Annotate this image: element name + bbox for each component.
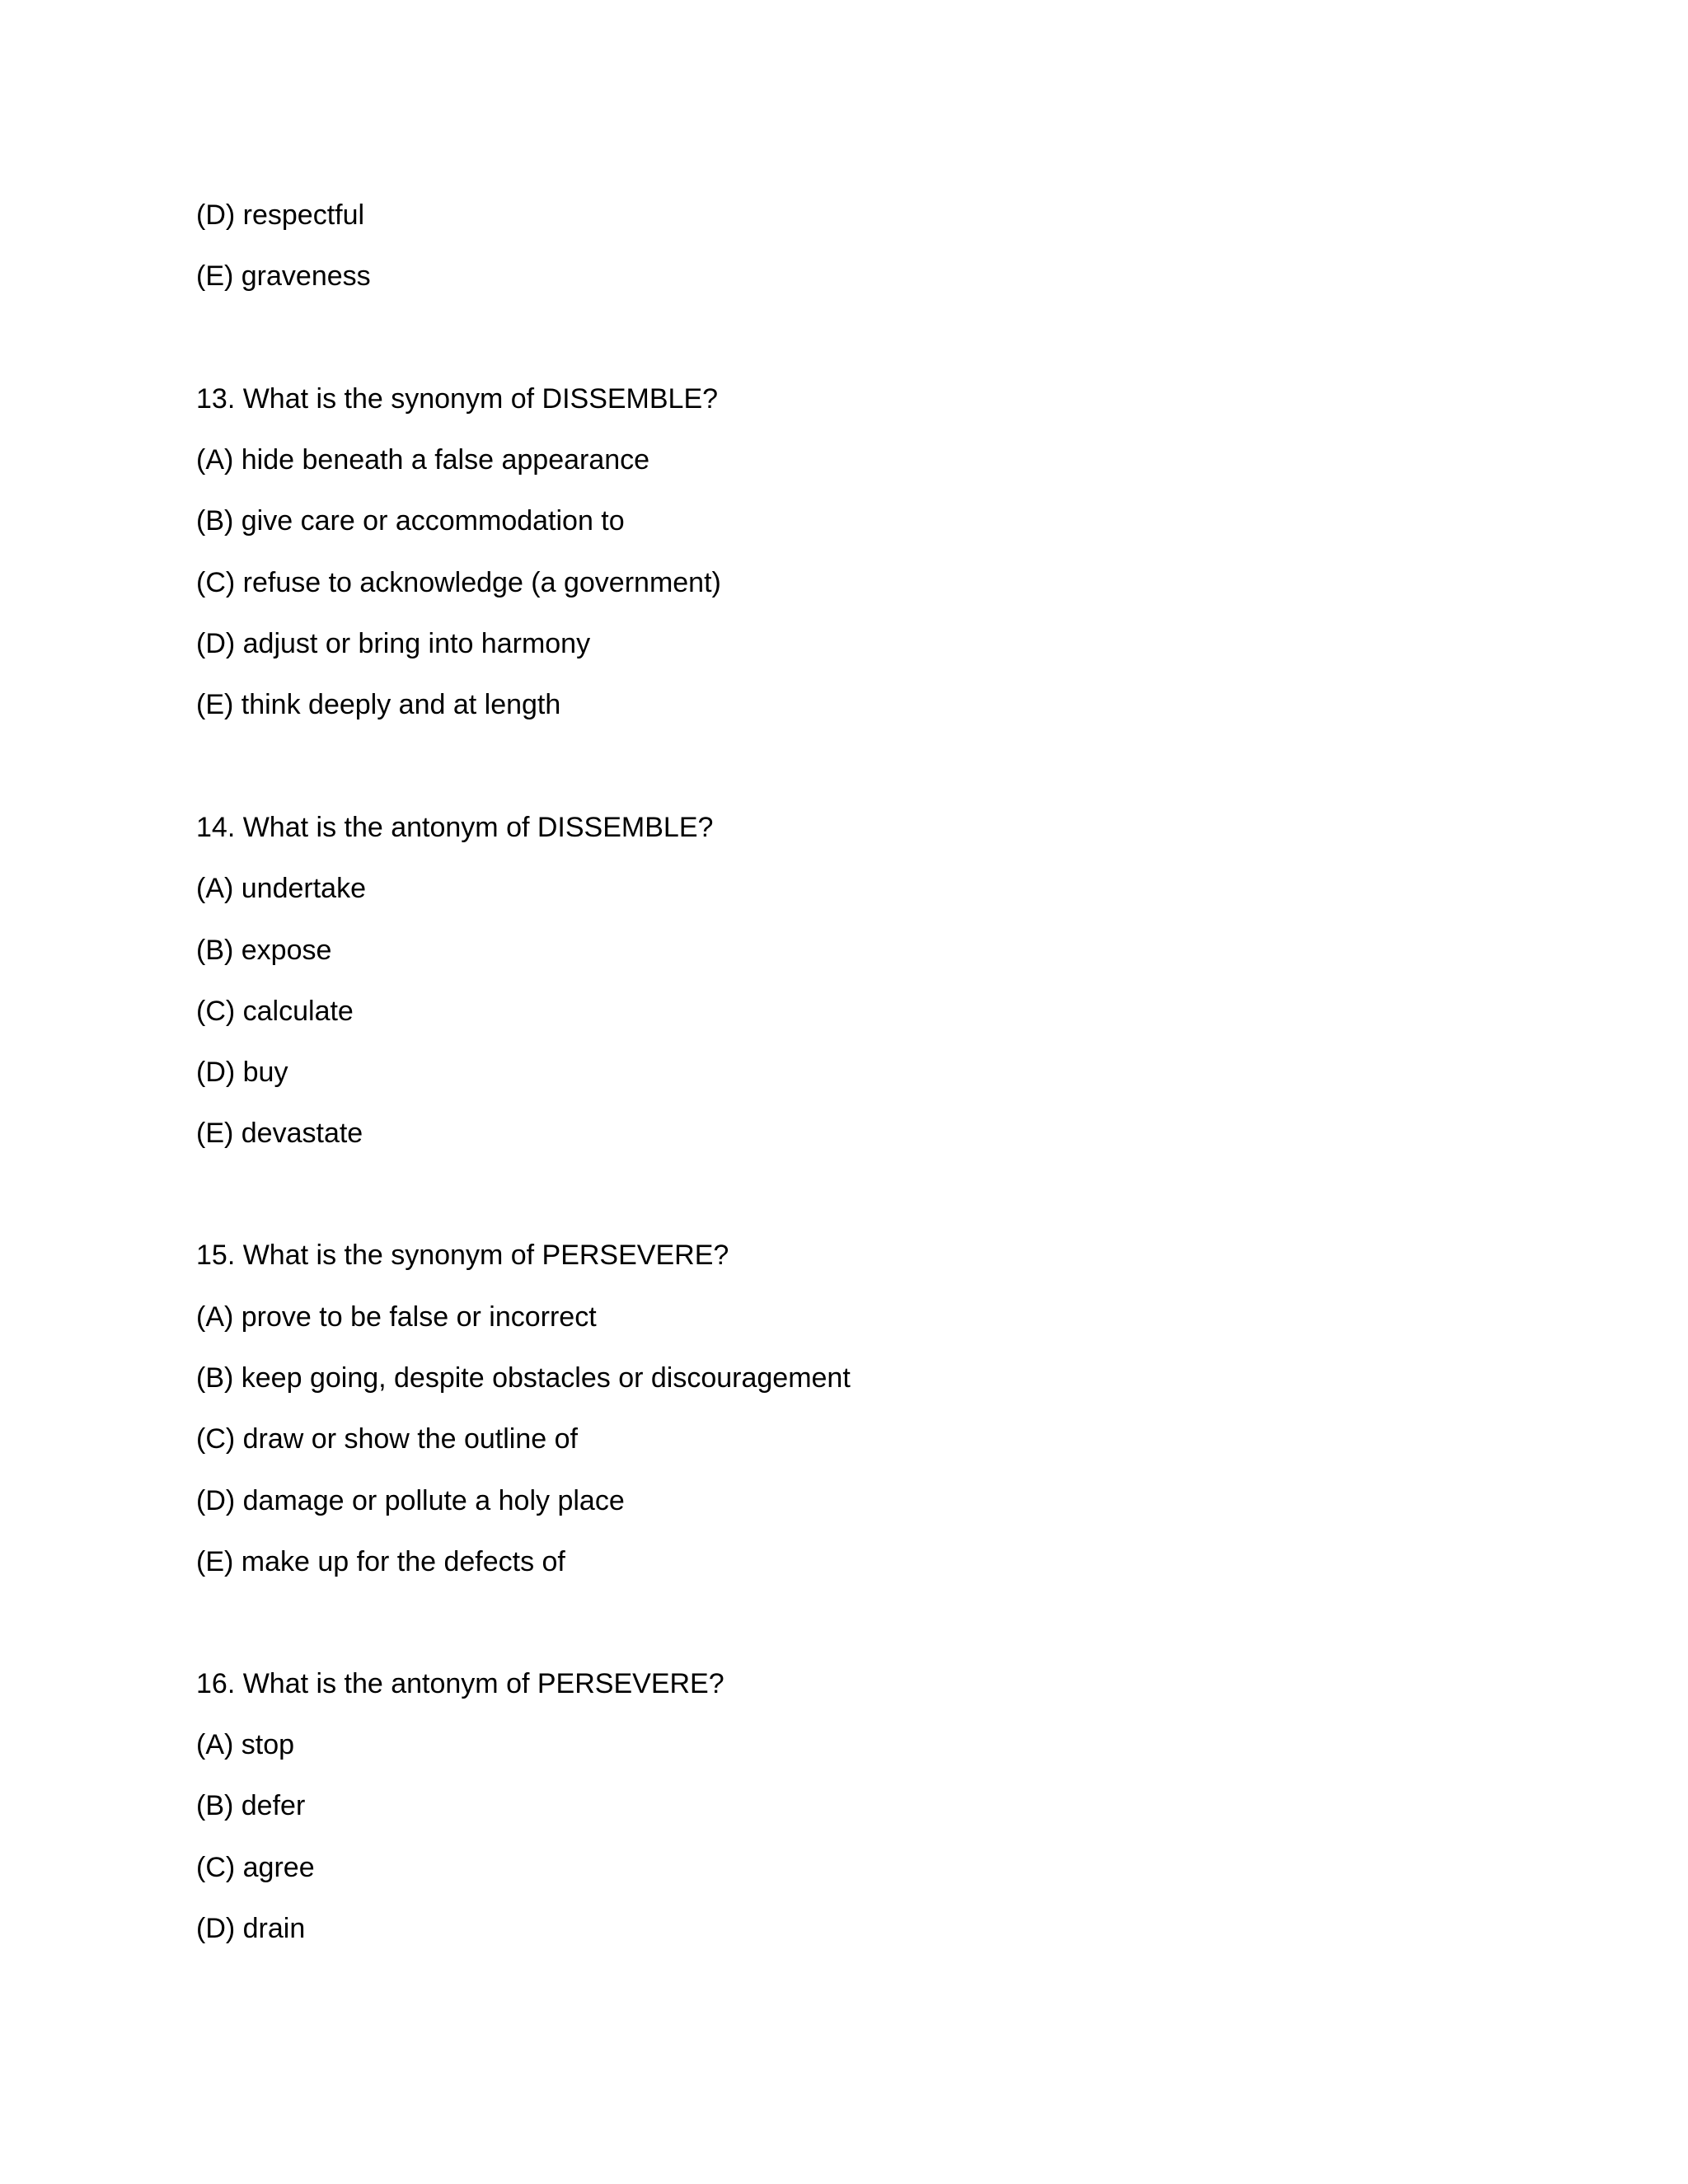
question-14-option-b: (B) expose: [196, 935, 332, 966]
question-16-option-c: (C) agree: [196, 1852, 315, 1883]
question-13-option-c: (C) refuse to acknowledge (a government): [196, 567, 721, 598]
question-15-option-a: (A) prove to be false or incorrect: [196, 1301, 597, 1333]
question-14-option-c: (C) calculate: [196, 996, 354, 1027]
question-16-prompt: 16. What is the antonym of PERSEVERE?: [196, 1668, 724, 1699]
option-d-carryover: (D) respectful: [196, 199, 365, 231]
question-16-option-d: (D) drain: [196, 1913, 306, 1944]
question-15-option-b: (B) keep going, despite obstacles or discouragement: [196, 1362, 851, 1394]
question-13-option-b: (B) give care or accommodation to: [196, 505, 625, 537]
question-14-option-d: (D) buy: [196, 1057, 288, 1088]
question-13-option-d: (D) adjust or bring into harmony: [196, 628, 591, 659]
option-e-carryover: (E) graveness: [196, 260, 371, 292]
question-15-option-e: (E) make up for the defects of: [196, 1546, 565, 1577]
question-15-option-c: (C) draw or show the outline of: [196, 1423, 578, 1455]
question-13-option-e: (E) think deeply and at length: [196, 689, 561, 720]
question-16-option-a: (A) stop: [196, 1729, 295, 1760]
question-14-prompt: 14. What is the antonym of DISSEMBLE?: [196, 812, 714, 843]
question-15-option-d: (D) damage or pollute a holy place: [196, 1485, 625, 1516]
question-14-option-e: (E) devastate: [196, 1118, 363, 1149]
question-15-prompt: 15. What is the synonym of PERSEVERE?: [196, 1240, 729, 1271]
question-13-option-a: (A) hide beneath a false appearance: [196, 444, 650, 476]
question-13-prompt: 13. What is the synonym of DISSEMBLE?: [196, 383, 719, 415]
question-14-option-a: (A) undertake: [196, 873, 366, 904]
question-16-option-b: (B) defer: [196, 1790, 306, 1821]
